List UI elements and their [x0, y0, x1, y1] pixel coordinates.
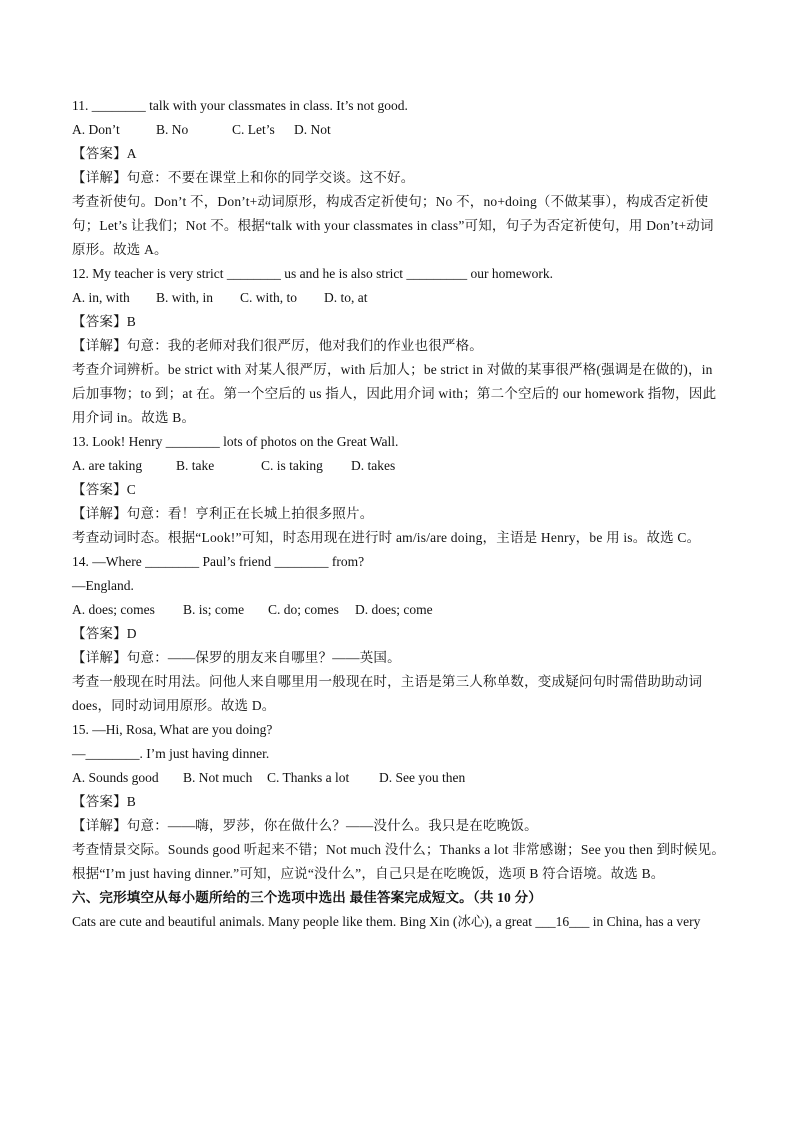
q14-option-d: D. does; come [355, 602, 433, 617]
q15-answer: 【答案】B [72, 794, 137, 809]
q13-option-c: C. is taking [261, 458, 323, 473]
q12-option-d: D. to, at [324, 290, 368, 305]
q12-option-c: C. with, to [240, 290, 298, 305]
q11-detail: 【详解】句意：不要在课堂上和你的同学交谈。这不好。 [72, 170, 415, 185]
q12-analysis-line: 考查介词辨析。be strict with 对某人很严厉，with 后加人；be strict in 对做的某事很严格(强调是在做的)，in [72, 362, 713, 377]
q15-option-c: C. Thanks a lot [267, 770, 350, 785]
passage-text: Cats are cute and beautiful animals. Many people like them. Bing Xin (冰心), a great [72, 914, 536, 929]
q11-option-c: C. Let’s [232, 122, 275, 137]
q13-stem: 13. Look! Henry ________ lots of photos on the Great Wall. [72, 434, 399, 449]
section6-passage [72, 910, 732, 934]
q14-stem: 14. —Where ________ Paul’s friend ________ from? [72, 554, 365, 569]
q15-stem: 15. —Hi, Rosa, What are you doing? [72, 722, 273, 737]
q11-analysis-line: 句；Let’s 让我们；Not 不。根据“talk with your classmates in class”可知，句子为否定祈使句，用 Don’t+动词 [72, 218, 714, 233]
q12-analysis-line: 后加事物；to 到；at 在。第一个空后的 us 指人，因此用介词 with；第二个空后的 our homework 指物，因此 [72, 386, 717, 401]
q14-answer: 【答案】D [72, 626, 137, 641]
q11-analysis-line: 原形。故选 A。 [72, 242, 168, 257]
q11-option-b: B. No [156, 122, 189, 137]
q11-option-d: D. Not [294, 122, 331, 137]
q11-answer: 【答案】A [72, 146, 137, 161]
q12-detail: 【详解】句意：我的老师对我们很严厉，他对我们的作业也很严格。 [72, 338, 483, 353]
q15-option-b: B. Not much [183, 770, 253, 785]
q14-analysis-line: does，同时动词用原形。故选 D。 [72, 698, 276, 713]
section6-heading: 六、完形填空从每小题所给的三个选项中选出 最佳答案完成短文。（共 10 分） [72, 890, 542, 905]
q12-options [72, 286, 732, 310]
q13-option-b: B. take [176, 458, 215, 473]
q11-options [72, 118, 732, 142]
q14-option-c: C. do; comes [268, 602, 339, 617]
q15-options [72, 766, 732, 790]
q14-reply: —England. [72, 578, 134, 593]
q13-options [72, 454, 732, 478]
q11-option-a: A. Don’t [72, 122, 120, 137]
q13-analysis-line: 考查动词时态。根据“Look!”可知，时态用现在进行时 am/is/are doing，主语是 Henry，be 用 is。故选 C。 [72, 530, 701, 545]
q12-option-b: B. with, in [156, 290, 214, 305]
q12-analysis-line: 用介词 in。故选 B。 [72, 410, 196, 425]
passage-text: in China, has a very [589, 914, 701, 929]
q12-stem: 12. My teacher is very strict ________ us and he is also strict _________ our homework. [72, 266, 554, 281]
blank-16: ___16___ [535, 914, 590, 929]
document-page [72, 94, 732, 934]
q13-option-d: D. takes [351, 458, 396, 473]
q14-detail: 【详解】句意：——保罗的朋友来自哪里？——英国。 [72, 650, 401, 665]
q11-stem: 11. ________ talk with your classmates in class. It’s not good. [72, 98, 408, 113]
q13-detail: 【详解】句意：看！亨利正在长城上拍很多照片。 [72, 506, 374, 521]
q12-answer: 【答案】B [72, 314, 137, 329]
q15-option-a: A. Sounds good [72, 770, 159, 785]
q13-answer: 【答案】C [72, 482, 137, 497]
q14-options [72, 598, 732, 622]
q14-option-a: A. does; comes [72, 602, 155, 617]
q15-detail: 【详解】句意：——嗨，罗莎，你在做什么？——没什么。我只是在吃晚饭。 [72, 818, 538, 833]
q15-reply: —________. I’m just having dinner. [72, 746, 270, 761]
q15-analysis-line: 根据“I’m just having dinner.”可知，应说“没什么”，自己只是在吃晚饭，选项 B 符合语境。故选 B。 [72, 866, 665, 881]
q14-option-b: B. is; come [183, 602, 245, 617]
q12-option-a: A. in, with [72, 290, 130, 305]
q11-analysis-line: 考查祈使句。Don’t 不，Don’t+动词原形，构成否定祈使句；No 不，no+doing（不做某事），构成否定祈使 [72, 194, 709, 209]
q15-option-d: D. See you then [379, 770, 466, 785]
q14-analysis-line: 考查一般现在时用法。问他人来自哪里用一般现在时，主语是第三人称单数，变成疑问句时需借助助动词 [72, 674, 703, 689]
q15-analysis-line: 考查情景交际。Sounds good 听起来不错；Not much 没什么；Thanks a lot 非常感谢；See you then 到时候见。 [72, 842, 726, 857]
q13-option-a: A. are taking [72, 458, 143, 473]
